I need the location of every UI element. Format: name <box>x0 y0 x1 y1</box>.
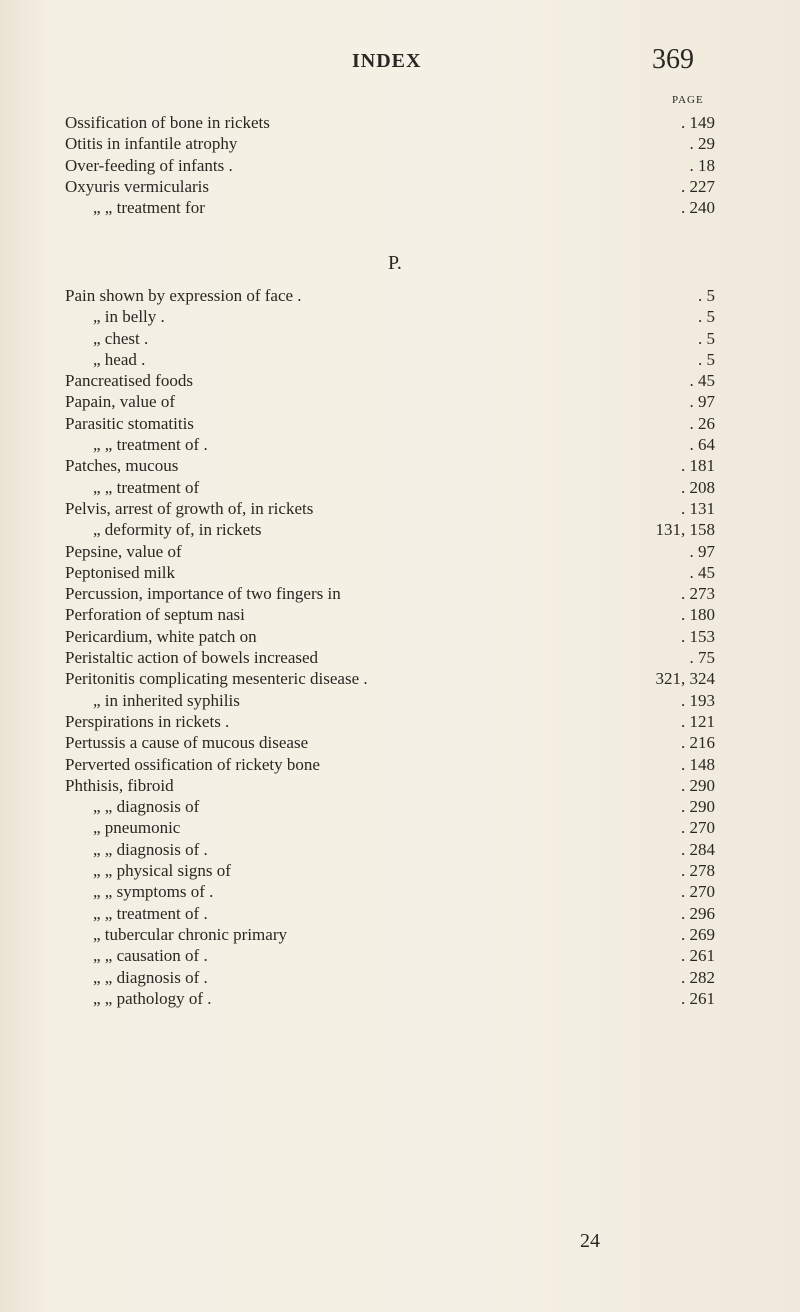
index-entry <box>65 668 715 689</box>
entry-text: Pelvis, arrest of growth of, in rickets <box>65 498 314 518</box>
entry-text: „ head . <box>93 349 146 369</box>
entry-text: Pepsine, value of <box>65 541 182 561</box>
entry-text: Phthisis, fibroid <box>65 775 174 795</box>
index-entry <box>65 903 715 924</box>
index-entry <box>65 434 715 455</box>
entry-text: „ deformity of, in rickets <box>93 520 262 540</box>
entry-text: Patches, mucous <box>65 456 179 476</box>
entry-page: . 180 <box>681 605 715 625</box>
entry-page: . 45 <box>689 562 715 582</box>
entry-text: Peristaltic action of bowels increased <box>65 648 319 668</box>
entry-page: . 181 <box>681 456 715 476</box>
entry-page: . 18 <box>689 155 715 175</box>
entry-text: „ „ treatment of <box>93 477 200 497</box>
entry-text: Oxyuris vermicularis <box>65 176 209 196</box>
signature-mark: 24 <box>580 1230 600 1252</box>
entry-page: . 5 <box>698 328 715 348</box>
entry-text: „ „ pathology of . <box>93 988 212 1008</box>
entry-page: . 284 <box>681 839 715 859</box>
entry-page: . 75 <box>689 648 715 668</box>
index-entry <box>65 647 715 668</box>
index-entry <box>65 690 715 711</box>
index-entry <box>65 945 715 966</box>
index-entry <box>65 626 715 647</box>
entry-page: . 149 <box>681 113 715 132</box>
entry-page: . 270 <box>681 818 715 838</box>
entry-page: . 270 <box>681 882 715 902</box>
entry-page: . 278 <box>681 861 715 881</box>
entry-text: „ „ diagnosis of . <box>93 839 208 859</box>
entry-text: Pericardium, white patch on <box>65 626 257 646</box>
entry-text: „ in belly . <box>93 307 165 327</box>
index-entry <box>65 455 715 476</box>
entry-page: . 273 <box>681 584 715 604</box>
index-entry <box>65 498 715 519</box>
entry-text: Pain shown by expression of face . <box>65 286 302 305</box>
index-entry <box>65 541 715 562</box>
entry-page: . 5 <box>698 349 715 369</box>
entry-page: . 26 <box>689 413 715 433</box>
page-header <box>0 44 800 84</box>
index-entry <box>65 988 715 1009</box>
entry-text: Peptonised milk <box>65 562 176 582</box>
entry-text: „ „ diagnosis of . <box>93 967 208 987</box>
entry-text: „ „ treatment of . <box>93 903 208 923</box>
index-entry <box>65 391 715 412</box>
index-entry <box>65 155 715 176</box>
section-letter: P. <box>388 252 402 274</box>
entry-text: „ „ causation of . <box>93 946 208 966</box>
entry-page: 131, 158 <box>655 520 715 540</box>
index-entry <box>65 711 715 732</box>
entry-text: Papain, value of <box>65 392 175 412</box>
entry-page: . 227 <box>681 176 715 196</box>
entry-text: Perforation of septum nasi <box>65 605 245 625</box>
entry-page: . 97 <box>689 541 715 561</box>
index-entry <box>65 754 715 775</box>
entry-text: „ in inherited syphilis <box>93 690 240 710</box>
entry-text: Perverted ossification of rickety bone <box>65 754 320 774</box>
index-entry <box>65 775 715 796</box>
entry-page: . 29 <box>689 134 715 154</box>
entry-text: Pertussis a cause of mucous disease <box>65 733 309 753</box>
entry-page: . 45 <box>689 371 715 391</box>
entry-text: Pancreatised foods <box>65 371 193 391</box>
index-entry <box>65 413 715 434</box>
entry-page: . 261 <box>681 946 715 966</box>
entry-page: . 121 <box>681 711 715 731</box>
index-entries-o <box>65 112 715 218</box>
index-entry <box>65 796 715 817</box>
index-entry <box>65 839 715 860</box>
entry-page: . 216 <box>681 733 715 753</box>
entry-page: . 290 <box>681 775 715 795</box>
entry-text: „ „ diagnosis of <box>93 797 200 817</box>
running-title: INDEX <box>352 50 422 72</box>
index-entry <box>65 881 715 902</box>
index-entry <box>65 562 715 583</box>
entry-page: . 148 <box>681 754 715 774</box>
entry-page: . 261 <box>681 988 715 1008</box>
entry-page: 321, 324 <box>655 669 715 689</box>
entry-text: „ „ treatment for <box>93 198 205 218</box>
index-entry <box>65 370 715 391</box>
entry-page: . 64 <box>689 435 715 455</box>
index-entry <box>65 306 715 327</box>
entry-page: . 208 <box>681 477 715 497</box>
index-entry <box>65 477 715 498</box>
entry-text: Percussion, importance of two fingers in <box>65 584 341 604</box>
page-column-label: PAGE <box>672 94 704 106</box>
index-entry <box>65 604 715 625</box>
index-entry <box>65 583 715 604</box>
entry-text: „ „ symptoms of . <box>93 882 214 902</box>
index-entry <box>65 732 715 753</box>
entry-text: Over-feeding of infants . <box>65 155 233 175</box>
entry-text: Perspirations in rickets . <box>65 711 230 731</box>
entry-page: . 282 <box>681 967 715 987</box>
entry-text: „ pneumonic <box>93 818 181 838</box>
entry-page: . 290 <box>681 797 715 817</box>
entry-page: . 5 <box>698 307 715 327</box>
entry-page: . 131 <box>681 498 715 518</box>
index-entry <box>65 349 715 370</box>
entry-page: . 193 <box>681 690 715 710</box>
entry-page: . 153 <box>681 626 715 646</box>
entry-page: . 5 <box>698 286 715 305</box>
entry-text: Parasitic stomatitis <box>65 413 194 433</box>
entry-text: „ tubercular chronic primary <box>93 924 287 944</box>
index-entry <box>65 133 715 154</box>
index-entry <box>65 924 715 945</box>
index-entries-p <box>65 285 715 1009</box>
index-entry <box>65 328 715 349</box>
index-entry <box>65 967 715 988</box>
index-entry <box>65 176 715 197</box>
index-entry <box>65 817 715 838</box>
entry-text: „ „ physical signs of <box>93 861 231 881</box>
entry-text: „ „ treatment of . <box>93 435 208 455</box>
entry-page: . 296 <box>681 903 715 923</box>
index-entry <box>65 197 715 218</box>
entry-text: Peritonitis complicating mesenteric disease . <box>65 669 368 689</box>
entry-text: Otitis in infantile atrophy <box>65 134 238 154</box>
entry-page: . 97 <box>689 392 715 412</box>
index-entry <box>65 112 715 133</box>
entry-page: . 269 <box>681 924 715 944</box>
entry-text: Ossification of bone in rickets <box>65 113 270 132</box>
page-number: 369 <box>652 44 694 75</box>
index-entry <box>65 860 715 881</box>
entry-text: „ chest . <box>93 328 149 348</box>
index-entry <box>65 285 715 306</box>
index-entry <box>65 519 715 540</box>
entry-page: . 240 <box>681 198 715 218</box>
